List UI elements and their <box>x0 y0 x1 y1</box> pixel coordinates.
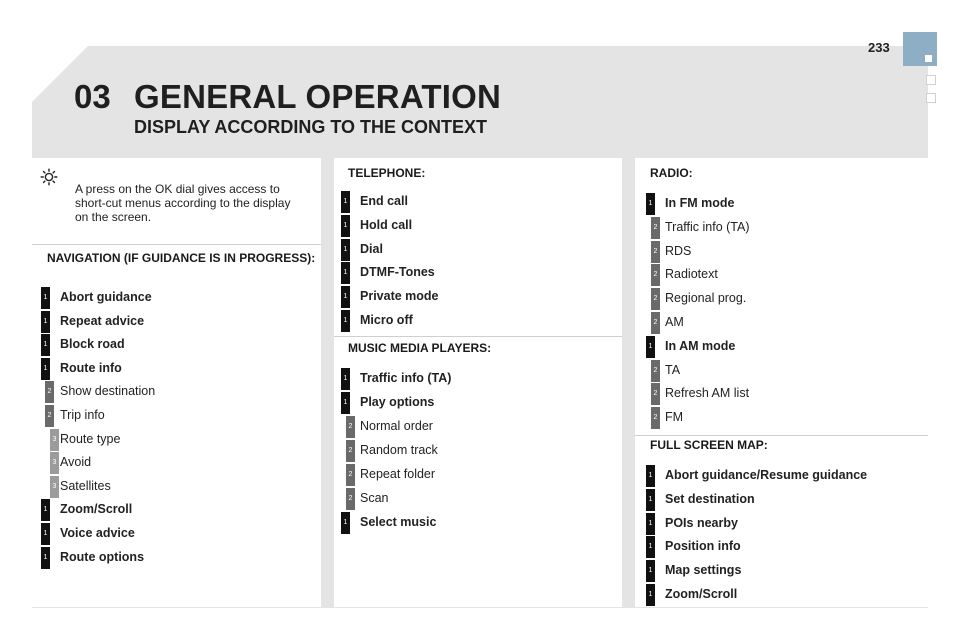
level-badge: 2 <box>651 383 660 405</box>
level-badge: 1 <box>41 287 50 309</box>
side-marker <box>926 93 936 103</box>
level-badge: 3 <box>50 429 59 451</box>
level-badge: 1 <box>41 547 50 569</box>
level-badge: 1 <box>341 512 350 534</box>
level-badge: 2 <box>651 241 660 263</box>
menu-item-label: Refresh AM list <box>665 386 750 401</box>
level-badge: 1 <box>646 560 655 582</box>
level-badge: 1 <box>341 239 350 261</box>
level-badge: 2 <box>651 217 660 239</box>
menu-item-label: Select music <box>360 515 437 529</box>
level-badge: 1 <box>646 193 655 215</box>
fullscreen-map-title: FULL SCREEN MAP: <box>650 438 768 452</box>
menu-item-label: Repeat advice <box>60 313 145 328</box>
level-badge: 1 <box>646 584 655 606</box>
menu-item-label: TA <box>665 362 681 377</box>
menu-item-label: End call <box>360 194 408 208</box>
menu-item-label: Zoom/Scroll <box>60 502 133 517</box>
level-badge: 1 <box>341 368 350 390</box>
menu-item-label: Radiotext <box>665 267 718 282</box>
level-badge: 2 <box>346 440 355 462</box>
menu-item-label: Abort guidance <box>60 290 152 304</box>
level-badge: 3 <box>50 452 59 474</box>
menu-item-label: Route info <box>60 360 122 375</box>
level-badge: 2 <box>651 360 660 382</box>
menu-item-label: Zoom/Scroll <box>665 587 738 601</box>
menu-item-label: Satellites <box>60 478 111 493</box>
menu-item-label: Map settings <box>665 563 742 578</box>
level-badge: 3 <box>50 476 59 498</box>
menu-item-label: POIs nearby <box>665 515 738 530</box>
level-badge: 1 <box>646 465 655 487</box>
level-badge: 1 <box>646 336 655 358</box>
menu-item-label: Micro off <box>360 313 413 327</box>
level-badge: 2 <box>651 288 660 310</box>
sun-icon <box>40 168 58 186</box>
divider <box>635 435 928 436</box>
menu-item-label: Voice advice <box>60 526 135 540</box>
page-subtitle: DISPLAY ACCORDING TO THE CONTEXT <box>134 117 488 137</box>
menu-item-label: Repeat folder <box>360 467 436 481</box>
level-badge: 2 <box>651 312 660 334</box>
side-marker <box>926 75 936 85</box>
level-badge: 1 <box>341 286 350 308</box>
level-badge: 1 <box>646 513 655 535</box>
level-badge: 1 <box>341 191 350 213</box>
menu-item-label: In AM mode <box>665 338 736 353</box>
menu-item-label: Show destination <box>60 384 156 399</box>
level-badge: 1 <box>341 262 350 284</box>
level-badge: 1 <box>41 358 50 380</box>
menu-item-label: Normal order <box>360 419 433 433</box>
divider <box>32 244 321 245</box>
menu-item-label: Trip info <box>60 408 105 422</box>
chapter-number: 03 <box>74 78 111 115</box>
menu-item-label: Abort guidance/Resume guidance <box>665 468 868 482</box>
level-badge: 1 <box>646 536 655 558</box>
level-badge: 1 <box>41 334 50 356</box>
menu-item-label: Dial <box>360 241 383 256</box>
level-badge: 1 <box>41 311 50 333</box>
menu-item-label: RDS <box>665 243 692 258</box>
level-badge: 2 <box>45 381 54 403</box>
level-badge: 1 <box>41 499 50 521</box>
level-badge: 1 <box>341 392 350 414</box>
menu-item-label: FM <box>665 410 684 425</box>
level-badge: 2 <box>346 464 355 486</box>
tab-marker <box>925 55 932 62</box>
level-badge: 1 <box>41 523 50 545</box>
menu-item-label: Set destination <box>665 491 755 506</box>
menu-item-label: Scan <box>360 491 389 505</box>
telephone-title: TELEPHONE: <box>348 166 426 180</box>
menu-item-label: Hold call <box>360 217 413 232</box>
menu-item-label: Position info <box>665 539 741 554</box>
menu-item-label: Route type <box>60 431 121 446</box>
menu-item-label: Avoid <box>60 455 92 470</box>
level-badge: 2 <box>346 416 355 438</box>
radio-title: RADIO: <box>650 166 693 180</box>
level-badge: 1 <box>341 215 350 237</box>
navigation-title: NAVIGATION (IF GUIDANCE IS IN PROGRESS): <box>47 251 316 265</box>
level-badge: 2 <box>346 488 355 510</box>
level-badge: 1 <box>646 489 655 511</box>
menu-item-label: AM <box>665 315 684 329</box>
menu-item-label: DTMF-Tones <box>360 265 435 280</box>
menu-item-label: Route options <box>60 549 145 564</box>
menu-item-label: Block road <box>60 337 125 352</box>
level-badge: 2 <box>45 405 54 427</box>
menu-item-label: Private mode <box>360 289 439 304</box>
level-badge: 1 <box>341 310 350 332</box>
menu-item-label: Random track <box>360 443 438 457</box>
divider <box>334 336 622 337</box>
tip-text: A press on the OK dial gives access to short-cut menus according to the display on the screen. <box>75 182 291 224</box>
page-title: GENERAL OPERATION <box>134 78 502 115</box>
menu-item-label: Traffic info (TA) <box>360 371 452 385</box>
level-badge: 2 <box>651 264 660 286</box>
menu-item-label: In FM mode <box>665 196 735 210</box>
chapter-tab <box>903 32 937 66</box>
menu-item-label: Regional prog. <box>665 291 747 306</box>
music-title: MUSIC MEDIA PLAYERS: <box>348 341 492 355</box>
page-number: 233 <box>868 40 890 55</box>
level-badge: 2 <box>651 407 660 429</box>
menu-item-label: Traffic info (TA) <box>665 219 750 234</box>
menu-item-label: Play options <box>360 395 435 409</box>
